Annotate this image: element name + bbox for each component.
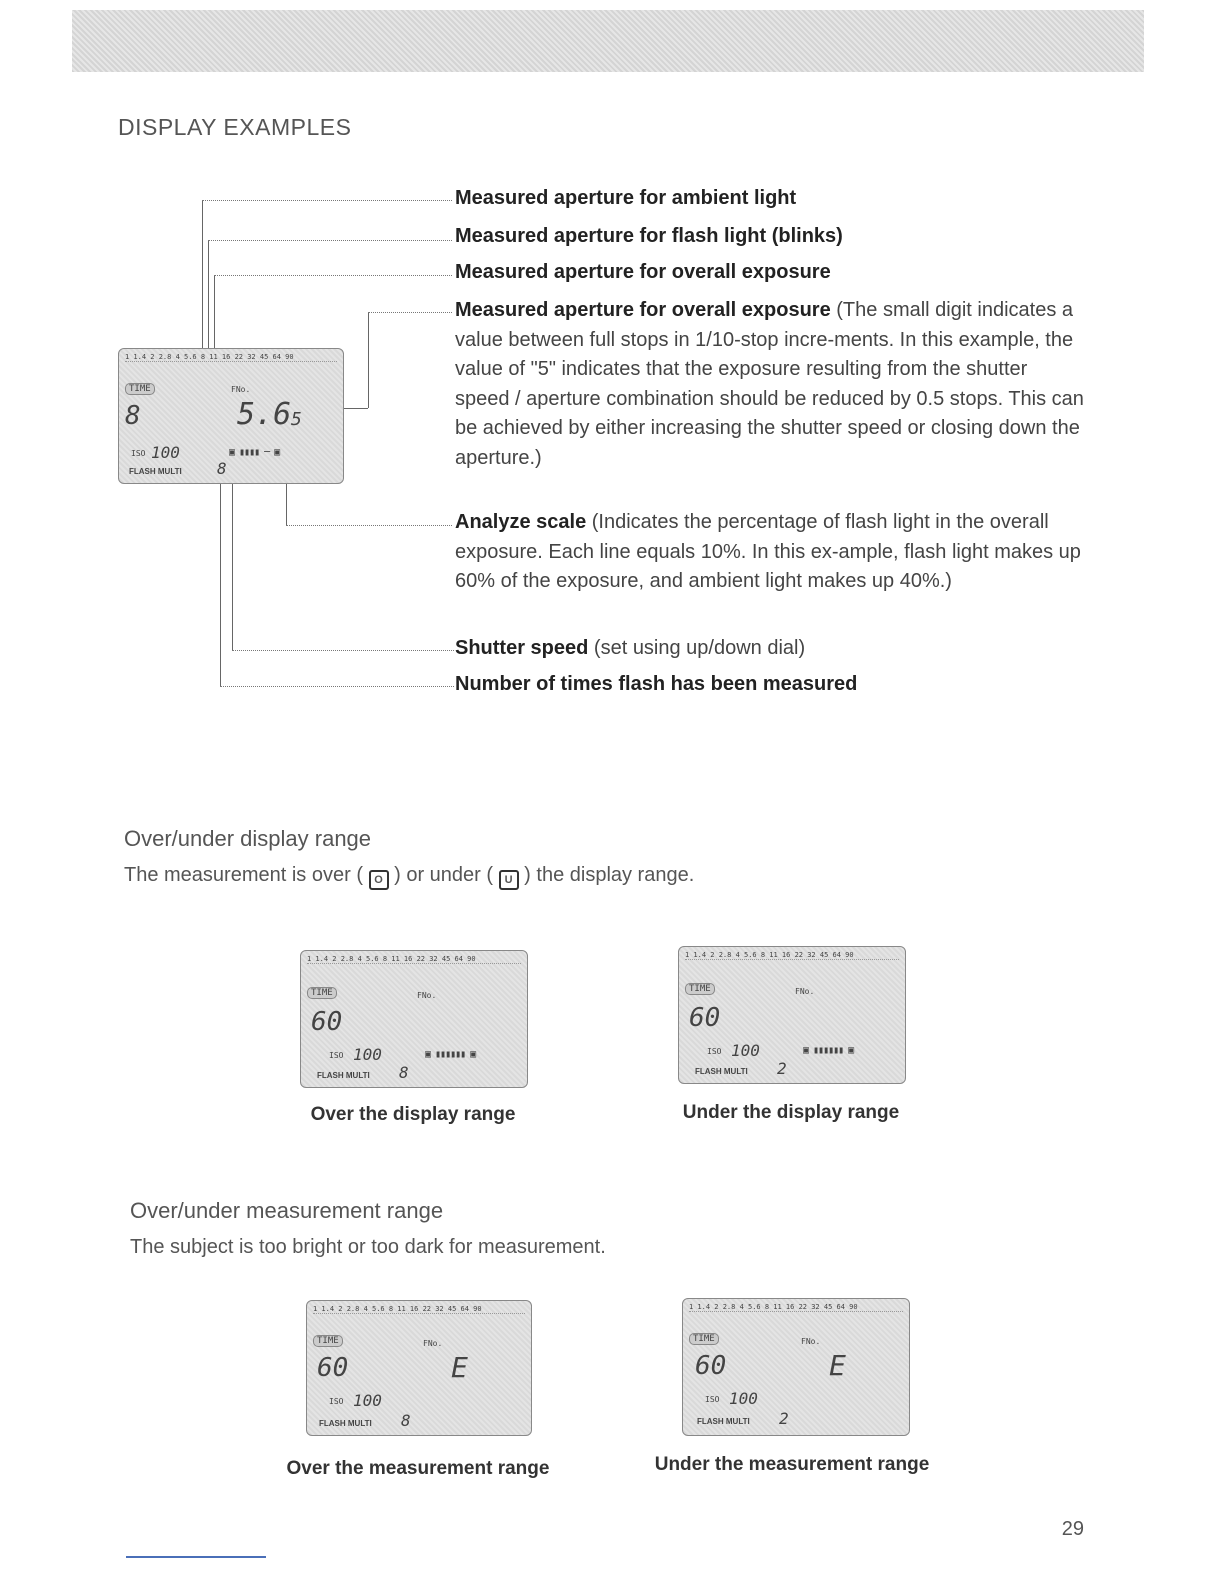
error-symbol: E — [829, 1349, 846, 1382]
page-number: 29 — [1061, 1518, 1084, 1540]
flash-multi-label: FLASH MULTI — [319, 1419, 372, 1428]
flash-multi-label: FLASH MULTI — [695, 1067, 748, 1076]
time-label: TIME — [313, 1335, 343, 1347]
leader-line — [368, 312, 369, 408]
flash-multi-label: FLASH MULTI — [129, 467, 182, 476]
shutter-digits: 60 — [689, 1003, 721, 1033]
time-label: TIME — [685, 983, 715, 995]
leader-line — [202, 200, 203, 350]
over-display-caption: Over the display range — [310, 1104, 516, 1125]
leader-line — [232, 650, 454, 651]
lcd-under-measurement — [682, 1298, 910, 1436]
iso-label: ISO — [329, 1397, 344, 1406]
analyze-scale-bar: ▣ ▮▮▮▮ ─ ▣ — [229, 447, 280, 458]
leader-line — [214, 275, 452, 276]
leader-line — [286, 525, 452, 526]
leader-line — [214, 275, 215, 350]
leader-line — [368, 312, 452, 313]
time-label: TIME — [307, 987, 337, 999]
tenth-digit: 5 — [291, 409, 302, 430]
callout-shutter-label: Shutter speed — [455, 637, 589, 659]
aperture-scale: 1 1.4 2 2.8 4 5.6 8 11 16 22 32 45 64 90 — [685, 951, 899, 960]
shutter-digits: 60 — [317, 1353, 349, 1383]
fno-label: FNo. — [795, 987, 815, 996]
iso-label: ISO — [705, 1395, 720, 1404]
callout-count-label: Number of times flash has been measured — [455, 673, 858, 695]
aperture-digits: 5.6 — [237, 397, 292, 432]
measurement-range-text: The subject is too bright or too dark for measurement. — [130, 1236, 606, 1258]
callout-analyze — [455, 508, 1085, 597]
flash-multi-label: FLASH MULTI — [697, 1417, 750, 1426]
leader-line — [208, 240, 209, 350]
leader-line — [208, 240, 452, 241]
aperture-scale: 1 1.4 2 2.8 4 5.6 8 11 16 22 32 45 64 90 — [689, 1303, 903, 1312]
lcd-under-display — [678, 946, 906, 1084]
under-icon: U — [499, 870, 519, 890]
aperture-scale: 1 1.4 2 2.8 4 5.6 8 11 16 22 32 45 64 90 — [125, 353, 337, 362]
callout-flash-label: Measured aperture for flash light (blinks) — [455, 225, 843, 247]
iso-label: ISO — [329, 1051, 344, 1060]
multi-count: 8 — [401, 1411, 411, 1430]
error-symbol: E — [451, 1351, 468, 1384]
aperture-scale: 1 1.4 2 2.8 4 5.6 8 11 16 22 32 45 64 90 — [307, 955, 521, 964]
iso-value: 100 — [353, 1045, 382, 1064]
iso-label: ISO — [131, 449, 146, 458]
callout-flash — [455, 222, 1085, 252]
multi-count: 2 — [777, 1059, 787, 1078]
shutter-digits: 60 — [695, 1351, 727, 1381]
callout-analyze-label: Analyze scale — [455, 511, 587, 533]
callout-overall-label: Measured aperture for overall exposure — [455, 261, 831, 283]
flash-multi-label: FLASH MULTI — [317, 1071, 370, 1080]
fno-label: FNo. — [417, 991, 437, 1000]
callout-ambient — [455, 184, 1085, 214]
iso-value: 100 — [731, 1041, 760, 1060]
footer-rule — [126, 1556, 266, 1558]
display-range-text-after: ) the display range. — [524, 864, 695, 886]
lcd-over-measurement — [306, 1300, 532, 1436]
over-icon: O — [369, 870, 389, 890]
header-band — [72, 10, 1144, 72]
time-label: TIME — [689, 1333, 719, 1345]
callout-overall-detail-label: Measured aperture for overall exposure — [455, 299, 831, 321]
measurement-range-title: Over/under measurement range — [130, 1198, 444, 1223]
display-range-title: Over/under display range — [124, 826, 372, 851]
iso-value: 100 — [729, 1389, 758, 1408]
leader-line — [220, 480, 221, 686]
multi-count: 2 — [779, 1409, 789, 1428]
callout-shutter-text: (set using up/down dial) — [588, 637, 806, 659]
over-measurement-caption: Over the measurement range — [286, 1458, 550, 1479]
fno-label: FNo. — [231, 385, 251, 394]
fno-label: FNo. — [423, 1339, 443, 1348]
analyze-scale-bar: ▣ ▮▮▮▮▮▮ ▣ — [425, 1049, 476, 1060]
iso-value: 100 — [353, 1391, 382, 1410]
display-range-text — [124, 864, 694, 890]
iso-value: 100 — [151, 443, 180, 462]
callout-ambient-label: Measured aperture for ambient light — [455, 187, 797, 209]
analyze-scale-bar: ▣ ▮▮▮▮▮▮ ▣ — [803, 1045, 854, 1056]
callout-overall-detail-text: (The small digit indicates a value between full stops in 1/10-stop incre-ments. In this example, the value of "5" indicates that the exposure resulting from the shutter speed / aperture combination should be reduced by 0.5 stops. This can be achieved by either increasing the shutter speed or closing down the aperture.) — [455, 299, 1084, 469]
fno-label: FNo. — [801, 1337, 821, 1346]
callout-overall-detail — [455, 296, 1085, 473]
shutter-digit: 8 — [125, 401, 141, 431]
callout-overall — [455, 258, 1085, 288]
callout-shutter — [455, 634, 1085, 664]
under-display-caption: Under the display range — [682, 1102, 900, 1123]
display-range-text-before: The measurement is over ( — [124, 864, 363, 886]
section-title: DISPLAY EXAMPLES — [118, 114, 352, 140]
under-measurement-caption: Under the measurement range — [654, 1454, 930, 1475]
leader-line — [202, 200, 452, 201]
multi-count: 8 — [217, 459, 227, 478]
leader-line — [220, 686, 454, 687]
lcd-over-display — [300, 950, 528, 1088]
display-range-text-mid: ) or under ( — [394, 864, 494, 886]
callout-count — [455, 670, 1085, 700]
shutter-digits: 60 — [311, 1007, 343, 1037]
iso-label: ISO — [707, 1047, 722, 1056]
lcd-main-display — [118, 348, 344, 484]
time-label: TIME — [125, 383, 155, 395]
multi-count: 8 — [399, 1063, 409, 1082]
aperture-scale: 1 1.4 2 2.8 4 5.6 8 11 16 22 32 45 64 90 — [313, 1305, 525, 1314]
callout-analyze-text: (Indicates the percentage of flash light in the overall exposure. Each line equals 10%. In this ex-ample, flash light makes up 60% of the exposure, and ambient light makes up 40%.) — [455, 511, 1081, 592]
